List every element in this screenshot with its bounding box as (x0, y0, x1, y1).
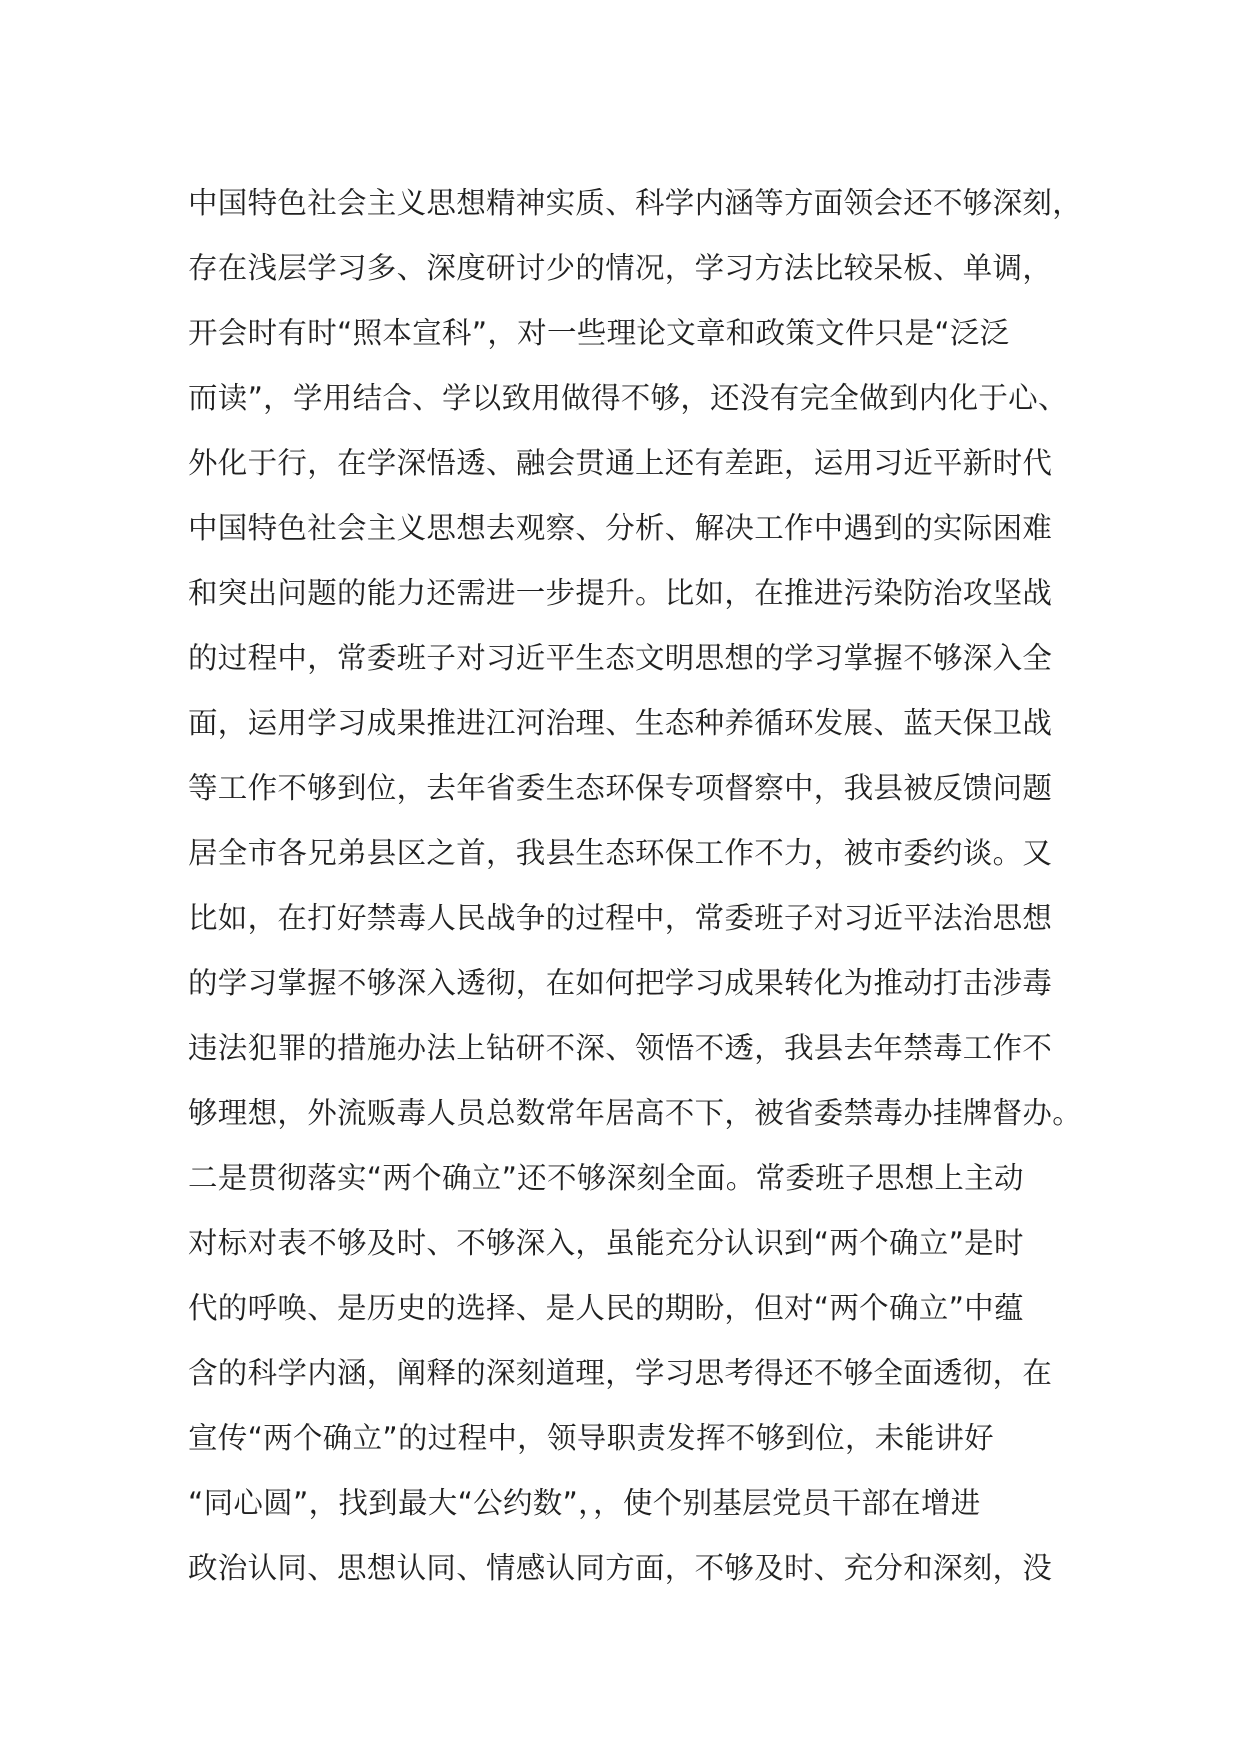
text-line: 代的呼唤、是历史的选择、是人民的期盼，但对“两个确立”中蕴 (188, 1291, 1024, 1325)
text-line: 外化于行，在学深悟透、融会贯通上还有差距，运用习近平新时代 (188, 446, 1053, 480)
text-line: “同心圆”，找到最大“公约数”，，使个别基层党员干部在增进 (188, 1486, 981, 1520)
text-line: 违法犯罪的措施办法上钻研不深、领悟不透，我县去年禁毒工作不 (188, 1031, 1053, 1065)
text-line: 开会时有时“照本宣科”，对一些理论文章和政策文件只是“泛泛 (188, 316, 1010, 350)
text-line: 比如，在打好禁毒人民战争的过程中，常委班子对习近平法治思想 (188, 901, 1053, 935)
text-line: 够理想，外流贩毒人员总数常年居高不下，被省委禁毒办挂牌督办。 (188, 1096, 1083, 1130)
text-line: 存在浅层学习多、深度研讨少的情况，学习方法比较呆板、单调， (188, 251, 1053, 285)
text-line: 的过程中，常委班子对习近平生态文明思想的学习掌握不够深入全 (188, 641, 1053, 675)
text-line: 居全市各兄弟县区之首，我县生态环保工作不力，被市委约谈。又 (188, 836, 1053, 870)
text-line: 的学习掌握不够深入透彻，在如何把学习成果转化为推动打击涉毒 (188, 966, 1053, 1000)
text-line: 含的科学内涵，阐释的深刻道理，学习思考得还不够全面透彻，在 (188, 1356, 1053, 1390)
text-line: 面，运用学习成果推进江河治理、生态种养循环发展、蓝天保卫战 (188, 706, 1053, 740)
text-line: 二是贯彻落实“两个确立”还不够深刻全面。常委班子思想上主动 (188, 1161, 1024, 1195)
text-line: 和突出问题的能力还需进一步提升。比如，在推进污染防治攻坚战 (188, 576, 1053, 610)
text-line: 中国特色社会主义思想去观察、分析、解决工作中遇到的实际困难 (188, 511, 1053, 545)
text-line: 对标对表不够及时、不够深入，虽能充分认识到“两个确立”是时 (188, 1226, 1024, 1260)
text-line: 宣传“两个确立”的过程中，领导职责发挥不够到位，未能讲好 (188, 1421, 994, 1455)
text-line: 而读”，学用结合、学以致用做得不够，还没有完全做到内化于心、 (188, 381, 1068, 415)
body-text (188, 171, 1083, 1601)
text-line: 政治认同、思想认同、情感认同方面，不够及时、充分和深刻，没 (188, 1551, 1053, 1585)
text-line: 等工作不够到位，去年省委生态环保专项督察中，我县被反馈问题 (188, 771, 1053, 805)
text-line: 中国特色社会主义思想精神实质、科学内涵等方面领会还不够深刻， (188, 186, 1083, 220)
